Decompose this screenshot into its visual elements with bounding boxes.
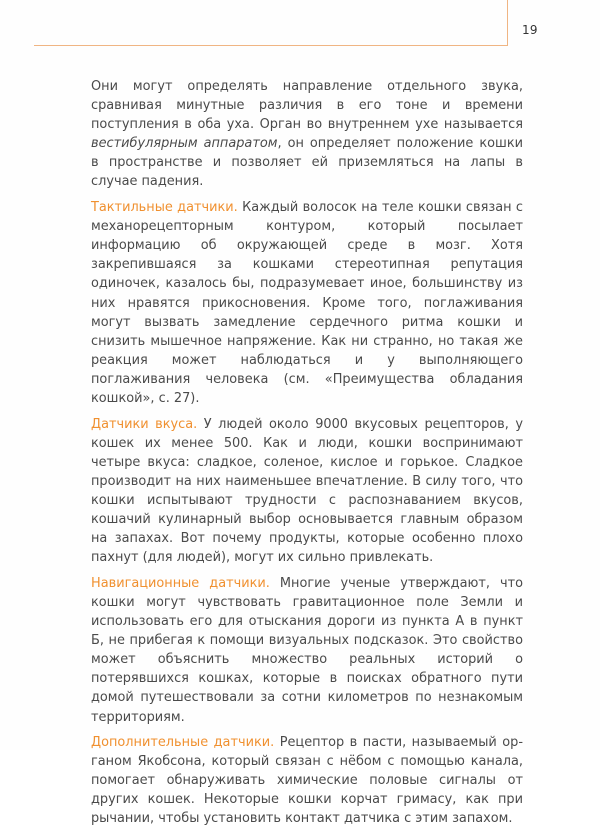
paragraph-navigation-sensors [91,574,523,727]
header-divider [507,0,508,46]
heading-navigation-sensors: Навигационные датчики. [91,575,270,591]
paragraph-additional-sensors [91,733,523,828]
heading-taste-sensors: Датчики вкуса. [91,416,198,432]
paragraph-tactile-sensors [91,198,523,408]
paragraph-taste-sensors [91,415,523,568]
text-taste-sensors: У людей около 9000 вкусовых рецепторов, у кошек их менее 500. Как и люди, кошки воспринимают четыре вкуса: сладкое, соленое, кислое и горькое. Сладкое производит на них наименьшее впечатление. В силу того, что кошки испытывают трудности с распознаванием вкусов, кошачий кулинарный выбор основывается главным образом на запахах. Вот почему продукты, которые особенно плохо пахнут (для людей), могут их сильно привлекать. [91,416,523,566]
intro-text-end: , он определяет положение кошки в пространстве и позволяет ей приземляться на лапы в случае падения. [91,136,523,190]
text-navigation-sensors: Многие ученые утверждают, что кошки могут чувствовать гравитационное поле Земли и использовать его для отыскания дороги из пункта А в пункт Б, не прибегая к помощи визуальных подсказок. Это свойство может объяснить множество реальных историй о потерявшихся кошках, которые в поисках обратного пути домой путешествовали за сотни километров по незнакомым территориям. [91,575,523,725]
header-rule [34,45,507,46]
heading-additional-sensors: Дополнительные датчики. [91,735,275,751]
intro-emphasis: вестибулярным аппаратом [91,136,278,152]
intro-text-start: Они могут определять направление отдельного звука, сравнивая минутные различия в его тоне и времени поступления в оба уха. Орган во внутреннем ухе называется [91,79,523,133]
text-tactile-sensors: Каждый волосок на теле кошки связан с механорецепторным контуром, который посылает информацию об окружающей среде в мозг. Хотя закрепившаяся за кошками стереотипная репутация одиночек, казалось бы, подразумевает иное, большинству из них нравятся прикосновения. Кроме того, поглаживания могут вызвать замедление сердечного ритма кошки и снизить мышечное напряжение. Как ни странно, но такая же реакция может наблюдаться и у выполняющего поглаживания человека (см. «Преимущества обладания кошкой», с. 27). [91,200,523,406]
body-text [91,77,523,835]
heading-tactile-sensors: Тактильные датчики. [91,200,238,216]
text-additional-sensors: Рецептор в пасти, называемый органом Якобсона, который связан с нёбом с помощью канала, помогает обнаруживать химические половые сигналы от других кошек. Некоторые кошки корчат гримасу, как при рычании, чтобы установить контакт датчика с этим запахом. [91,735,523,827]
intro-paragraph [91,77,523,192]
page-number: 19 [522,23,538,37]
